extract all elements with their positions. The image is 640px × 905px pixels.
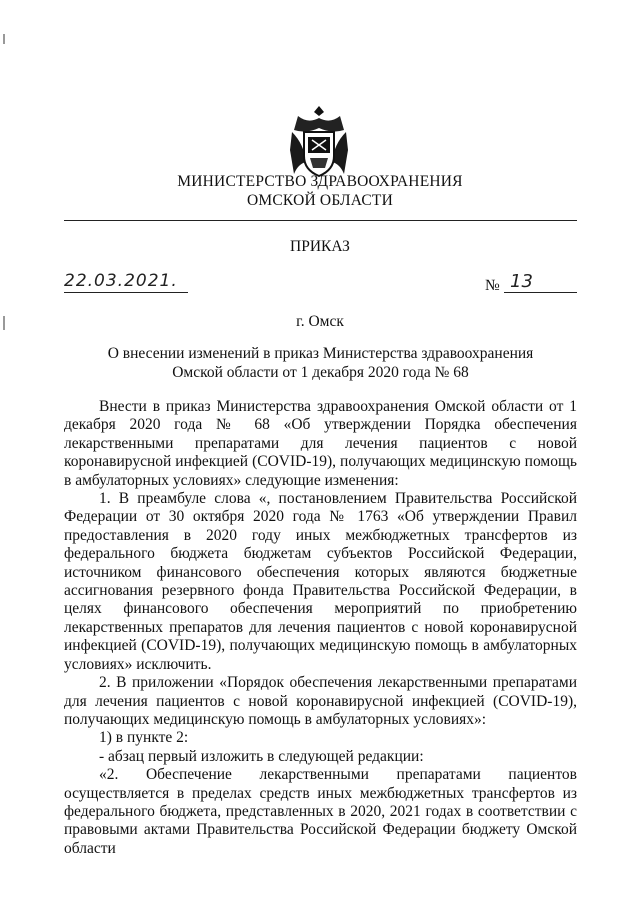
ministry-name-line1: МИНИСТЕРСТВО ЗДРАВООХРАНЕНИЯ bbox=[177, 173, 463, 190]
paragraph-intro: Внести в приказ Министерства здравоохранения Омской области от 1 декабря 2020 года № 68 «Об утверждении Порядка обеспечения лекарственными препаратами для лечения пациентов с новой коронавирусной инфекцией (COVID-19), получающих медицинскую помощь в амбулаторных условиях» следующие изменения: bbox=[64, 398, 577, 489]
paragraph-sub-1-dash: - абзац первый изложить в следующей редакции: bbox=[99, 747, 424, 765]
coat-of-arms-icon bbox=[288, 104, 350, 178]
order-title-line2: Омской области от 1 декабря 2020 года № 68 bbox=[172, 364, 469, 381]
number-label: № bbox=[485, 277, 500, 294]
ministry-name-line2: ОМСКОЙ ОБЛАСТИ bbox=[247, 192, 393, 209]
document-body bbox=[64, 398, 577, 858]
paragraph-sub-1: 1) в пункте 2: bbox=[99, 729, 189, 747]
paragraph-quote: «2. Обеспечение лекарственными препаратами пациентов осуществляется в пределах средств иных межбюджетных трансфертов из федерального бюджета, представленных в 2020, 2021 годах в соответствии с правовыми актами Правительства Российской Федерации бюджету Омской области bbox=[64, 766, 577, 857]
order-date: 22.03.2021. bbox=[64, 271, 178, 291]
number-underline bbox=[504, 292, 577, 293]
order-title-line1: О внесении изменений в приказ Министерства здравоохранения bbox=[107, 345, 534, 362]
order-number: 13 bbox=[510, 271, 533, 292]
header-divider bbox=[64, 220, 577, 221]
scan-margin-mark bbox=[3, 34, 5, 44]
document-type: ПРИКАЗ bbox=[290, 238, 350, 255]
paragraph-item-1: 1. В преамбуле слова «, постановлением Правительства Российской Федерации от 30 октября 2020 года № 1763 «Об утверждении Правил предоставления в 2020 году иных межбюджетных трансфертов из федерального бюджета бюджетам субъектов Российской Федерации, источником финансового обеспечения которых являются бюджетные ассигнования резервного фонда Правительства Российской Федерации, в целях финансового обеспечения мероприятий по приобретению лекарственных препаратов для лечения пациентов с новой коронавирусной инфекцией (COVID-19), получающих медицинскую помощь в амбулаторных условиях» исключить. bbox=[64, 490, 577, 673]
order-title bbox=[64, 344, 577, 382]
paragraph-item-2: 2. В приложении «Порядок обеспечения лекарственными препаратами для лечения пациентов с новой коронавирусной инфекцией (COVID-19), получающих медицинскую помощь в амбулаторных условиях»: bbox=[64, 674, 577, 728]
city: г. Омск bbox=[296, 313, 344, 330]
date-underline bbox=[64, 292, 188, 293]
